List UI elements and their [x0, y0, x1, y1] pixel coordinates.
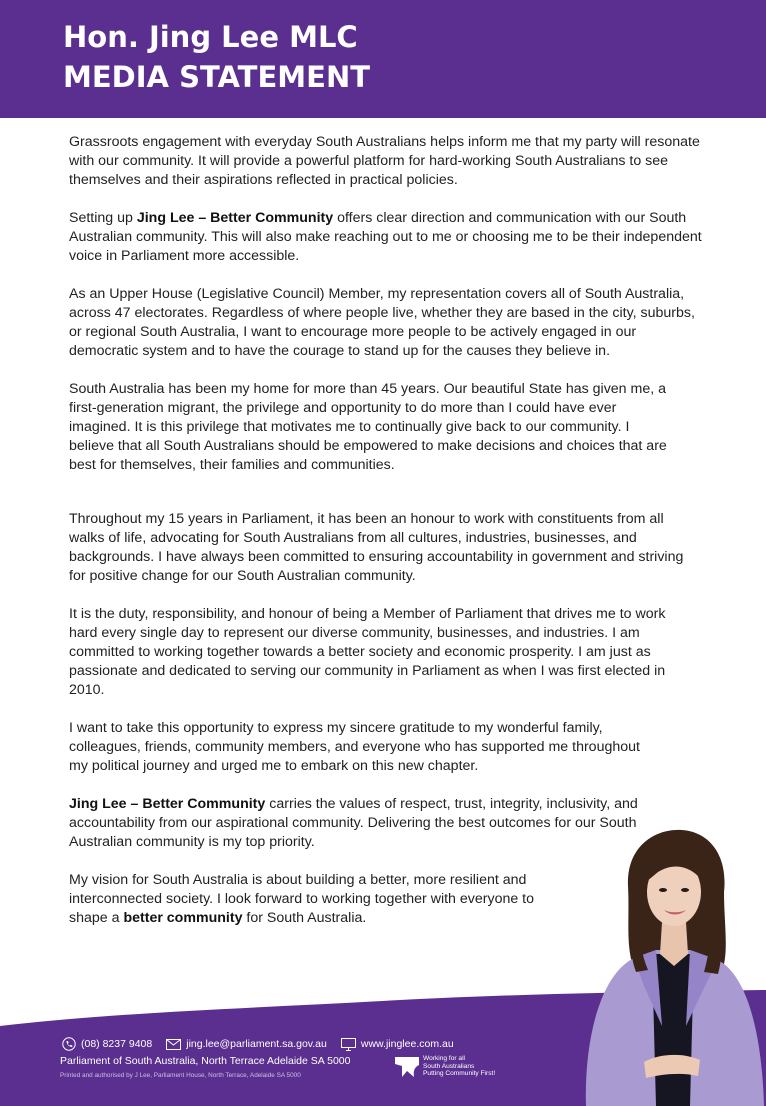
logo-line-2: South Australians	[423, 1062, 475, 1070]
paragraph-8	[69, 795, 644, 852]
better-community-bold: better community	[123, 910, 243, 926]
paragraph-5: Throughout my 15 years in Parliament, it has been an honour to work with constituents from all walks of life, advocating for South Australians from all cultures, industries, businesses, and backgrounds. I have always been committed to ensuring accountability in government and striving for positive change for our South Australian community.	[69, 511, 684, 584]
header-banner	[0, 0, 766, 118]
party-name-bold-2: Jing Lee – Better Community	[69, 796, 266, 812]
phone-number: (08) 8237 9408	[81, 1038, 153, 1050]
paragraph-8-text: carries the values of respect, trust, integrity, inclusivity, and accountability from our aspirational community. Delivering the best outcomes for our South Australian community is my top priority.	[69, 796, 638, 850]
paragraph-7: I want to take this opportunity to express my sincere gratitude to my wonderful family, colleagues, friends, community members, and everyone who has supported me throughout my political journey and urged me to embark on this new chapter.	[69, 720, 640, 774]
website-contact[interactable]	[341, 1038, 454, 1051]
authorisation-line: Printed and authorised by J Lee, Parliament House, North Terrace, Adelaide SA 5000	[60, 1072, 301, 1079]
paragraph-9	[69, 871, 569, 928]
paragraph-9-text-b: for South Australia.	[242, 910, 367, 926]
mail-icon	[166, 1039, 181, 1050]
website-url: www.jinglee.com.au	[360, 1038, 454, 1050]
logo-line-1: Working for all	[423, 1055, 466, 1062]
statement-body	[69, 133, 709, 947]
phone-contact[interactable]	[62, 1037, 152, 1051]
header-title: MEDIA STATEMENT	[63, 60, 370, 94]
paragraph-6: It is the duty, responsibility, and honour of being a Member of Parliament that drives me to work hard every single day to represent our diverse community, businesses, and industries. I am committed to working together towards a better society and economic prosperity. I am just as passionate and dedicated to serving our community in Parliament as when I was first elected in 2010.	[69, 606, 666, 698]
email-address: jing.lee@parliament.sa.gov.au	[186, 1038, 327, 1050]
paragraph-1: Grassroots engagement with everyday South Australians helps inform me that my party will resonate with our community. It will provide a powerful platform for hard-working South Australians to see themselves and their aspirations reflected in practical policies.	[69, 134, 700, 188]
header-name: Hon. Jing Lee MLC	[63, 20, 358, 54]
logo-line-3: Putting Community First!	[423, 1070, 496, 1077]
party-name-bold: Jing Lee – Better Community	[136, 210, 334, 226]
portrait-photo	[578, 826, 766, 1106]
paragraph-2	[69, 209, 709, 266]
paragraph-2-text-a: Setting up	[69, 210, 137, 226]
paragraph-3: As an Upper House (Legislative Council) Member, my representation covers all of South Australia, across 47 electorates. Regardless of where people live, whether they are based in the city, suburbs, or regional South Australia, I want to encourage more people to be actively engaged in our democratic system and to have the courage to stand up for the causes they believe in.	[69, 286, 695, 359]
phone-icon	[62, 1037, 76, 1051]
paragraph-9-text-a: My vision for South Australia is about building a better, more resilient and interconnected society. I look forward to working together with everyone to shape a	[69, 872, 535, 926]
paragraph-4: South Australia has been my home for more than 45 years. Our beautiful State has given me, a first-generation migrant, the privilege and opportunity to do more than I could have ever imagined. It is this privilege that motivates me to continually give back to our community. I believe that all South Australians should be empowered to make decisions and choices that are best for themselves, their families and communities.	[69, 381, 667, 473]
monitor-icon	[341, 1038, 356, 1051]
logo-text	[423, 1055, 495, 1078]
logo-mark-icon	[394, 1055, 420, 1079]
office-address: Parliament of South Australia, North Terrace Adelaide SA 5000	[60, 1055, 351, 1067]
contact-row	[62, 1036, 468, 1052]
paragraph-2-text-b: offers clear direction and communication with our South Australian community. This will also make reaching out to me or choosing me to be their independent voice in Parliament more accessible.	[69, 210, 702, 264]
email-contact[interactable]	[166, 1038, 327, 1050]
footer-logo	[394, 1055, 495, 1079]
